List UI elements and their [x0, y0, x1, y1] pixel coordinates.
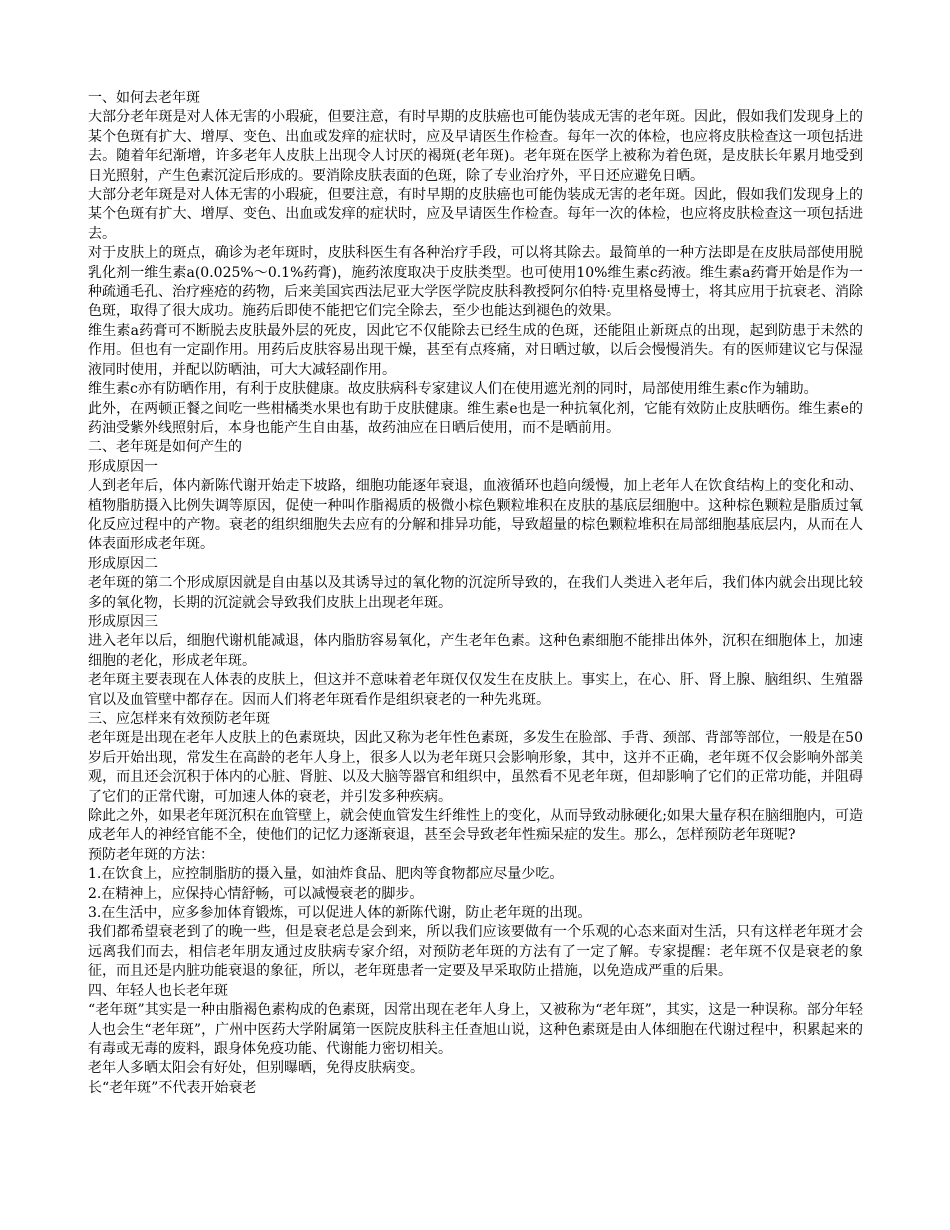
heading-3: 三、应怎样来有效预防老年斑 [88, 711, 270, 727]
paragraph: “老年斑”其实是一种由脂褐色素构成的色素斑，因常出现在老年人身上，又被称为“老年斑”，其实，这是一种误称。部分年轻人也会生“老年斑”，广州中医药大学附属第一医院皮肤科主任查旭山说，这种色素斑是由人体细胞在代谢过程中，积累起来的有毒或无毒的废料，跟身体免疫功能、代谢能力密切相关。 [88, 1002, 863, 1057]
paragraph: 我们都希望衰老到了的晚一些，但是衰老总是会到来，所以我们应该要做有一个乐观的心态来面对生活，只有这样老年斑才会远离我们而去，相信老年朋友通过皮肤病专家介绍，对预防老年斑的方法有了一定了解。专家提醒：老年斑不仅是衰老的象征，而且还是内脏功能衰退的象征，所以，老年斑患者一定要及早采取防止措施，以免造成严重的后果。 [88, 924, 863, 980]
paragraph: 人到老年后，体内新陈代谢开始走下坡路，细胞功能逐年衰退，血液循环也趋向缓慢，加上老年人在饮食结构上的变化和动、植物脂肪摄入比例失调等原因，促使一种叫作脂褐质的极微小棕色颗粒堆积在皮肤的基底层细胞中。这种棕色颗粒是脂质过氧化反应过程中的产物。衰老的组织细胞失去应有的分解和排异功能，导致超量的棕色颗粒堆积在局部细胞基底层内，从而在人体表面形成老年斑。 [88, 478, 863, 553]
heading-1: 一、如何去老年斑 [88, 90, 200, 106]
subheading-cause-3: 形成原因三 [88, 613, 158, 630]
paragraph: 此外，在两顿正餐之间吃一些柑橘类水果也有助于皮肤健康。维生素e也是一种抗氧化剂，它能有效防止皮肤晒伤。维生素e的药油受紫外线照射后，本身也能产生自由基，故药油应在日晒后使用，而不是晒前用。 [88, 400, 863, 436]
subheading-cause-2: 形成原因二 [88, 555, 158, 572]
paragraph: 老年斑主要表现在人体表的皮肤上，但这并不意味着老年斑仅仅发生在皮肤上。事实上，在心、肝、肾上腺、脑组织、生殖器官以及血管壁中都存在。因而人们将老年斑看作是组织衰老的一种先兆斑。 [88, 672, 863, 708]
paragraph: 老年人多晒太阳会有好处，但别曝晒，免得皮肤病变。 [88, 1060, 424, 1077]
list-intro: 预防老年斑的方法： [88, 846, 214, 863]
paragraph: 除此之外，如果老年斑沉积在血管壁上，就会使血管发生纤维性上的变化，从而导致动脉硬化;如果大量存积在脑细胞内，可造成老年人的神经官能不全，使他们的记忆力逐渐衰退，甚至会导致老年性痴呆症的发生。那么，怎样预防老年斑呢? [88, 808, 863, 844]
list-item: 2.在精神上，应保持心情舒畅，可以减慢衰老的脚步。 [88, 885, 424, 902]
paragraph: 大部分老年斑是对人体无害的小瑕疵，但要注意，有时早期的皮肤癌也可能伪装成无害的老年斑。因此，假如我们发现身上的某个色斑有扩大、增厚、变色、出血或发痒的症状时，应及早请医生作检查。每年一次的体检，也应将皮肤检查这一项包括进去。随着年纪渐增，许多老年人皮肤上出现令人讨厌的褐斑(老年斑)。老年斑在医学上被称为着色斑，是皮肤长年累月地受到日光照射，产生色素沉淀后形成的。要消除皮肤表面的色斑，除了专业治疗外，平日还应避免日晒。 [88, 109, 863, 184]
paragraph: 维生素c亦有防晒作用，有利于皮肤健康。故皮肤病科专家建议人们在使用遮光剂的同时，局部使用维生素c作为辅助。 [88, 381, 818, 398]
paragraph: 大部分老年斑是对人体无害的小瑕疵，但要注意，有时早期的皮肤癌也可能伪装成无害的老年斑。因此，假如我们发现身上的某个色斑有扩大、增厚、变色、出血或发痒的症状时，应及早请医生作检查。每年一次的体检，也应将皮肤检查这一项包括进去。 [88, 187, 863, 242]
heading-2: 二、老年斑是如何产生的 [88, 439, 242, 456]
list-item: 3.在生活中，应多参加体育锻炼，可以促进人体的新陈代谢，防止老年斑的出现。 [88, 905, 592, 922]
heading-4: 四、年轻人也长老年斑 [88, 982, 228, 999]
paragraph: 进入老年以后，细胞代谢机能减退，体内脂肪容易氧化，产生老年色素。这种色素细胞不能排出体外，沉积在细胞体上，加速细胞的老化，形成老年斑。 [88, 633, 863, 669]
paragraph: 老年斑是出现在老年人皮肤上的色素斑块，因此又称为老年性色素斑，多发生在脸部、手背、颈部、背部等部位，一般是在50岁后开始出现，常发生在高龄的老年人身上，很多人以为老年斑只会影响形象，其中，这并不正确，老年斑不仅会影响外部美观，而且还会沉积于体内的心脏、肾脏、以及大脑等器官和组织中，虽然看不见老年斑，但却影响了它们的正常功能，并阻碍了它们的正常代谢，可加速人体的衰老，并引发多种疾病。 [88, 730, 863, 805]
document-body [88, 89, 863, 1098]
paragraph: 老年斑的第二个形成原因就是自由基以及其诱导过的氧化物的沉淀所导致的，在我们人类进入老年后，我们体内就会出现比较多的氧化物，长期的沉淀就会导致我们皮肤上出现老年斑。 [88, 575, 863, 611]
list-item: 1.在饮食上，应控制脂肪的摄入量，如油炸食品、肥肉等食物都应尽量少吃。 [88, 866, 564, 883]
subheading-cause-1: 形成原因一 [88, 458, 158, 475]
paragraph: 维生素a药膏可不断脱去皮肤最外层的死皮，因此它不仅能除去已经生成的色斑，还能阻止新斑点的出现，起到防患于未然的作用。但也有一定副作用。用药后皮肤容易出现干燥，甚至有点疼痛，对日晒过敏，以后会慢慢消失。有的医师建议它与保湿液同时使用，并配以防晒油，可大大减轻副作用。 [88, 322, 863, 378]
paragraph: 对于皮肤上的斑点，确诊为老年斑时，皮肤科医生有各种治疗手段，可以将其除去。最简单的一种方法即是在皮肤局部使用脱乳化剂一维生素a(0.025%～0.1%药膏)，施药浓度取决于皮肤类型。也可使用10%维生素c药液。维生素a药膏开始是作为一种疏通毛孔、治疗痤疮的药物，后来美国宾西法尼亚大学医学院皮肤科教授阿尔伯特·克里格曼博士，将其应用于抗衰老、消除色斑，取得了很大成功。施药后即使不能把它们完全除去，至少也能达到褪色的效果。 [88, 245, 863, 320]
paragraph: 长“老年斑”不代表开始衰老 [88, 1079, 257, 1096]
